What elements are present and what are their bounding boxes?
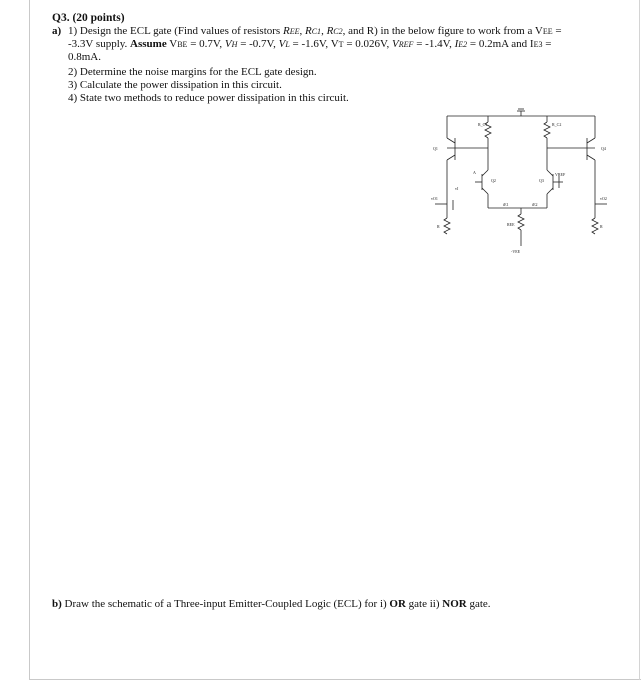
or-word: OR	[389, 598, 406, 610]
item-3: 3) Calculate the power dissipation in this circuit.	[68, 79, 282, 91]
label-vref: VREF	[555, 172, 566, 177]
text: = 0.7V,	[187, 38, 225, 50]
text: -3.3V supply.	[68, 38, 131, 50]
nor-word: NOR	[442, 598, 467, 610]
subscript: REF	[398, 40, 414, 49]
item-2: 2) Determine the noise margins for the ECL gate design.	[68, 66, 317, 78]
text: = -1.4V,	[413, 38, 455, 50]
label-r-right: R	[600, 224, 603, 229]
part-a-body	[68, 25, 608, 64]
part-a-line-1	[68, 25, 608, 38]
label-ree: REE	[507, 222, 515, 227]
assume-label: Assume	[130, 38, 167, 50]
page-edge	[639, 0, 640, 680]
subscript: T	[338, 40, 344, 49]
var: V	[224, 38, 232, 50]
label-q1: Q1	[433, 146, 438, 151]
subscript: C1	[311, 27, 322, 36]
label-vee: -VEE	[511, 249, 521, 254]
var: R	[304, 25, 312, 37]
subscript: C2	[333, 27, 343, 36]
var: R	[282, 25, 290, 37]
text: = 0.026V,	[343, 38, 393, 50]
var: V	[278, 38, 286, 50]
comma: ,	[299, 25, 305, 37]
label-vo1: vO1	[431, 196, 438, 201]
text: , and R) in the below figure to work from a V	[342, 25, 543, 37]
part-a-line-2	[68, 38, 608, 51]
item-4: 4) State two methods to reduce power dissipation in this circuit.	[68, 92, 349, 104]
text: =	[542, 38, 552, 50]
subscript: H	[231, 40, 238, 49]
label-r-left: R	[437, 224, 440, 229]
label-vo2: vO2	[600, 196, 607, 201]
var: V	[392, 38, 399, 50]
subscript: E3	[533, 40, 543, 49]
text: 1) Design the ECL gate (Find values of resistors	[68, 25, 283, 37]
label-rc2: R_C2	[552, 122, 562, 127]
subscript: L	[285, 40, 290, 49]
part-a-line-3: 0.8mA.	[68, 51, 101, 63]
subscript: E2	[458, 40, 468, 49]
text: gate.	[466, 598, 491, 610]
text: = -1.6V, V	[289, 38, 339, 50]
question-title: Q3. (20 points)	[52, 12, 125, 24]
label-a: A	[473, 170, 476, 175]
label-q3: Q3	[539, 178, 544, 183]
part-a-items	[68, 66, 349, 105]
label-q4: Q4	[601, 146, 606, 151]
text: Draw the schematic of a Three-input Emitter-Coupled Logic (ECL) for i)	[61, 598, 390, 610]
label-ie1: iE1	[503, 202, 509, 207]
subscript: EE	[542, 27, 553, 36]
text: = -0.7V,	[237, 38, 279, 50]
label-vi: vI	[455, 186, 459, 191]
subscript: BE	[177, 40, 188, 49]
subscript: EE	[289, 27, 300, 36]
label-rc1: R_C1	[478, 122, 488, 127]
label-q2: Q2	[491, 178, 496, 183]
text: =	[552, 25, 562, 37]
part-a-label: a)	[52, 25, 62, 37]
var: I	[454, 38, 459, 50]
ecl-circuit-diagram	[425, 108, 615, 263]
text: gate ii)	[405, 598, 443, 610]
part-b-label: b)	[52, 598, 62, 610]
text: = 0.2mA and I	[467, 38, 534, 50]
label-ie2: iE2	[532, 202, 538, 207]
part-b	[52, 598, 491, 610]
text: V	[166, 38, 178, 50]
var: R	[326, 25, 334, 37]
comma: ,	[321, 25, 327, 37]
